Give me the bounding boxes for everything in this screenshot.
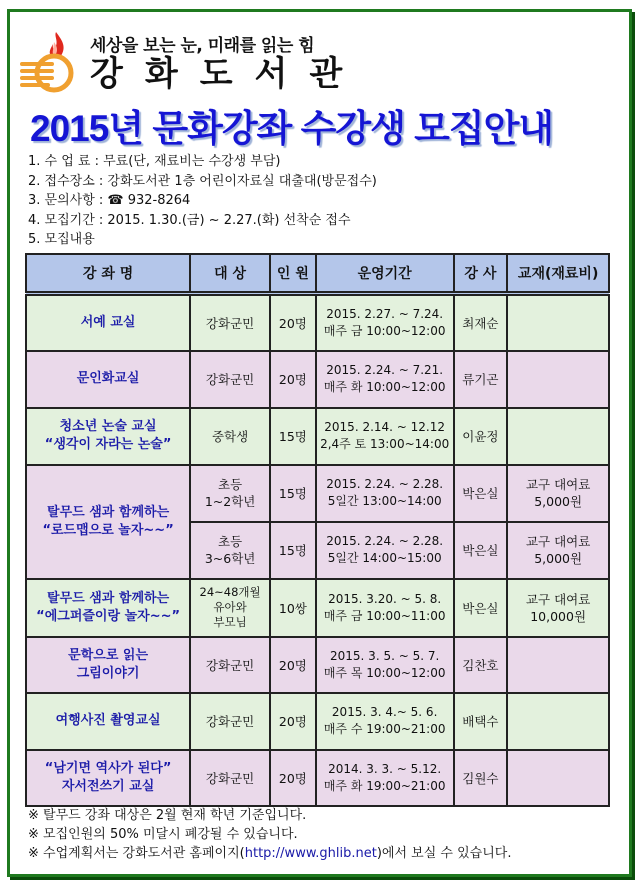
course-target: 강화군민 xyxy=(190,637,270,693)
course-name: 문인화교실 xyxy=(26,351,190,408)
homepage-link[interactable]: http://www.ghlib.net xyxy=(244,846,377,861)
course-count: 15명 xyxy=(270,522,316,579)
course-fee xyxy=(507,637,609,693)
course-count: 15명 xyxy=(270,465,316,522)
course-instructor: 박은실 xyxy=(454,522,508,579)
course-name: 탈무드 샘과 함께하는 “로드맵으로 놀자~~” xyxy=(26,465,190,579)
col-instructor: 강 사 xyxy=(454,254,508,294)
table-row xyxy=(26,351,609,408)
table-row xyxy=(26,750,609,806)
course-target: 중학생 xyxy=(190,408,270,465)
course-count: 20명 xyxy=(270,693,316,750)
course-instructor: 최재순 xyxy=(454,294,508,351)
col-period: 운영기간 xyxy=(316,254,454,294)
course-fee xyxy=(507,408,609,465)
page-title: 2015년 문화강좌 수강생 모집안내 xyxy=(30,108,554,149)
info-fee: 1. 수 업 료 : 무료(단, 재료비는 수강생 부담) xyxy=(28,154,281,169)
note-cancel: ※ 모집인원의 50% 미달시 폐강될 수 있습니다. xyxy=(28,827,298,842)
note-talmud: ※ 탈무드 강좌 대상은 2월 현재 학년 기준입니다. xyxy=(28,808,307,823)
course-table xyxy=(25,253,610,807)
info-list xyxy=(28,152,377,250)
course-name: 탈무드 샘과 함께하는 “에그퍼즐이랑 놀자~~” xyxy=(26,579,190,637)
course-period: 2015. 3. 5. ~ 5. 7. 매주 목 10:00~12:00 xyxy=(316,637,454,693)
course-count: 10쌍 xyxy=(270,579,316,637)
course-target: 강화군민 xyxy=(190,294,270,351)
course-instructor: 김찬호 xyxy=(454,637,508,693)
course-period: 2015. 3. 4.~ 5. 6. 매주 수 19:00~21:00 xyxy=(316,693,454,750)
note-homepage: ※ 수업계획서는 강화도서관 홈페이지(http://www.ghlib.net)에서 보실 수 있습니다. xyxy=(28,846,512,861)
course-target: 24~48개월 유아와 부모님 xyxy=(190,579,270,637)
course-period: 2015. 2.27. ~ 7.24. 매주 금 10:00~12:00 xyxy=(316,294,454,351)
course-instructor: 배택수 xyxy=(454,693,508,750)
course-fee xyxy=(507,351,609,408)
table-row xyxy=(26,465,609,522)
course-instructor: 김원수 xyxy=(454,750,508,806)
slogan: 세상을 보는 눈, 미래를 읽는 힘 xyxy=(90,36,315,56)
course-period: 2015. 3.20. ~ 5. 8. 매주 금 10:00~11:00 xyxy=(316,579,454,637)
course-instructor: 박은실 xyxy=(454,579,508,637)
course-target: 초등 3~6학년 xyxy=(190,522,270,579)
course-count: 20명 xyxy=(270,637,316,693)
table-row xyxy=(26,294,609,351)
course-name: 여행사진 촬영교실 xyxy=(26,693,190,750)
course-period: 2015. 2.24. ~ 2.28. 5일간 14:00~15:00 xyxy=(316,522,454,579)
course-count: 20명 xyxy=(270,750,316,806)
course-fee xyxy=(507,294,609,351)
col-course-name: 강 좌 명 xyxy=(26,254,190,294)
course-instructor: 이윤정 xyxy=(454,408,508,465)
course-fee: 교구 대여료 5,000원 xyxy=(507,522,609,579)
course-name: 서예 교실 xyxy=(26,294,190,351)
library-logo-icon xyxy=(18,28,82,100)
course-period: 2015. 2.24. ~ 2.28. 5일간 13:00~14:00 xyxy=(316,465,454,522)
notes xyxy=(28,806,511,863)
course-fee xyxy=(507,750,609,806)
info-place: 2. 접수장소 : 강화도서관 1층 어린이자료실 대출대(방문접수) xyxy=(28,173,377,189)
library-name: 강화도서관 xyxy=(90,54,365,94)
course-target: 강화군민 xyxy=(190,351,270,408)
course-instructor: 류기곤 xyxy=(454,351,508,408)
course-period: 2015. 2.24. ~ 7.21. 매주 화 10:00~12:00 xyxy=(316,351,454,408)
course-fee: 교구 대여료 10,000원 xyxy=(507,579,609,637)
info-content: 5. 모집내용 xyxy=(28,232,95,247)
course-count: 20명 xyxy=(270,351,316,408)
course-target: 강화군민 xyxy=(190,750,270,806)
col-target: 대 상 xyxy=(190,254,270,294)
table-row xyxy=(26,579,609,637)
course-target: 강화군민 xyxy=(190,693,270,750)
info-period: 4. 모집기간 : 2015. 1.30.(금) ~ 2.27.(화) 선착순 접수 xyxy=(28,212,351,228)
course-count: 20명 xyxy=(270,294,316,351)
course-count: 15명 xyxy=(270,408,316,465)
table-row xyxy=(26,408,609,465)
table-row xyxy=(26,637,609,693)
course-fee xyxy=(507,693,609,750)
course-period: 2014. 3. 3. ~ 5.12. 매주 화 19:00~21:00 xyxy=(316,750,454,806)
course-period: 2015. 2.14. ~ 12.12 2,4주 토 13:00~14:00 xyxy=(316,408,454,465)
table-row xyxy=(26,693,609,750)
table-header-row xyxy=(26,254,609,294)
course-name: “남기면 역사가 된다” 자서전쓰기 교실 xyxy=(26,750,190,806)
col-fee: 교재(재료비) xyxy=(507,254,609,294)
course-name: 청소년 논술 교실 “생각이 자라는 논술” xyxy=(26,408,190,465)
course-target: 초등 1~2학년 xyxy=(190,465,270,522)
info-contact: 3. 문의사항 : ☎ 932-8264 xyxy=(28,193,191,208)
course-instructor: 박은실 xyxy=(454,465,508,522)
course-fee: 교구 대여료 5,000원 xyxy=(507,465,609,522)
col-count: 인 원 xyxy=(270,254,316,294)
course-name: 문학으로 읽는 그림이야기 xyxy=(26,637,190,693)
